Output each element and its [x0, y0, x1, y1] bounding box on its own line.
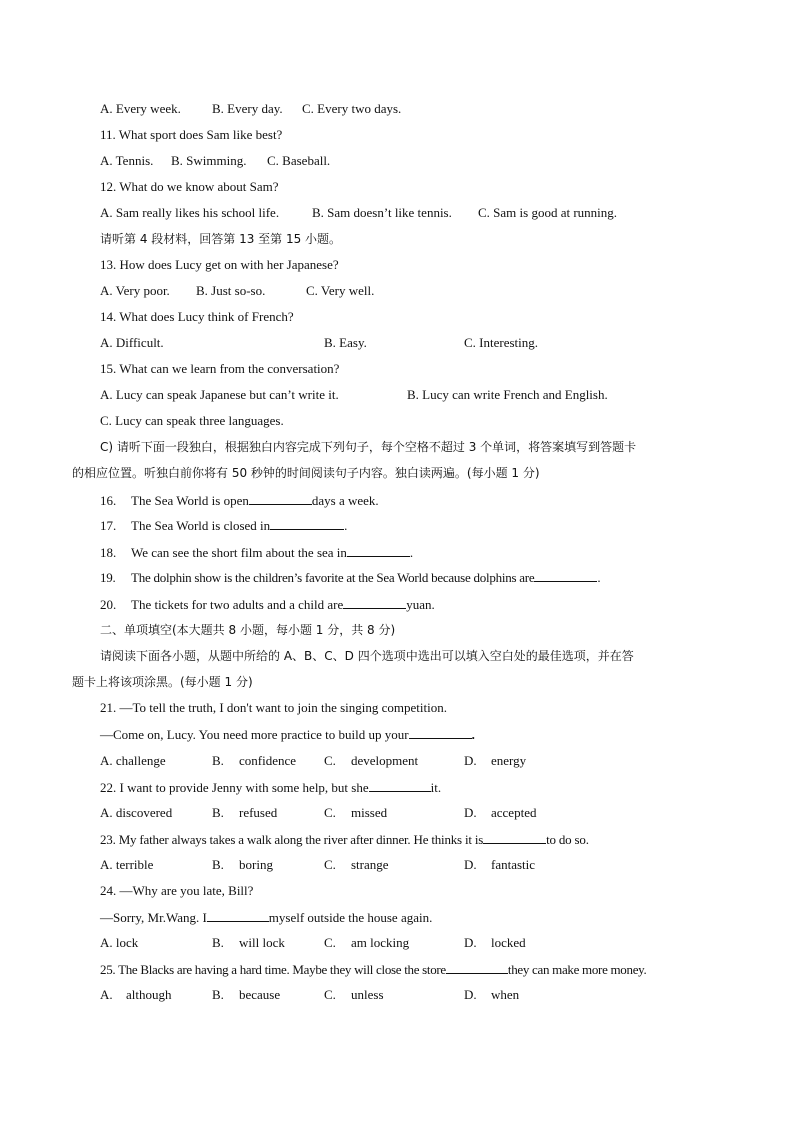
q23-option-b-text: boring [239, 857, 273, 872]
fill-number: 16. [100, 493, 117, 508]
q21-option-c-text: development [351, 753, 419, 768]
q22-option-c-text: missed [351, 805, 388, 820]
q25-option-a-text: although [126, 987, 172, 1002]
q23-option-d-letter: D. [464, 857, 477, 872]
answer-blank[interactable] [207, 909, 269, 922]
q22-option-c-letter: C. [324, 805, 336, 820]
fill-text-before: The tickets for two adults and a child are [131, 597, 344, 612]
fill-text-before: We can see the short film about the sea in [131, 545, 347, 560]
q25-stem [100, 961, 646, 978]
q10-option-b: B. Every day. [212, 101, 283, 116]
q22-stem [100, 779, 441, 796]
q22-option-d-letter: D. [464, 805, 477, 820]
answer-blank[interactable] [249, 492, 312, 505]
q13-option-b: B. Just so-so. [196, 283, 266, 298]
answer-blank[interactable] [446, 961, 508, 974]
q25-option-c-letter: C. [324, 987, 336, 1002]
q22-stem-end: it. [430, 780, 442, 795]
fill-text-before: The Sea World is closed in [131, 518, 271, 533]
q15-option-b: B. Lucy can write French and English. [407, 387, 608, 402]
q14-option-c: C. Interesting. [464, 335, 539, 350]
q24-option-a: A. lock [100, 935, 139, 950]
q12-option-c: C. Sam is good at running. [478, 205, 618, 220]
q21-reply [100, 726, 475, 743]
fill-text-before: The Sea World is open [131, 493, 249, 508]
q25-stem-text: 25. The Blacks are having a hard time. Maybe they will close the store [100, 962, 446, 977]
fill-number: 18. [100, 545, 117, 560]
fill-sentence [100, 544, 413, 561]
answer-blank[interactable] [534, 569, 597, 582]
q21-stem: 21. —To tell the truth, I don't want to join the singing competition. [100, 700, 447, 715]
fill-number: 19. [100, 570, 116, 585]
q22-option-b-text: refused [239, 805, 278, 820]
q21-option-d-letter: D. [464, 753, 477, 768]
q11-option-b: B. Swimming. [171, 153, 247, 168]
q23-stem-end: to do so. [546, 832, 589, 847]
q25-option-d-letter: D. [464, 987, 477, 1002]
q21-option-a: A. challenge [100, 753, 166, 768]
q14-option-b: B. Easy. [324, 335, 367, 350]
q12-option-b: B. Sam doesn’t like tennis. [312, 205, 452, 220]
answer-blank[interactable] [369, 779, 431, 792]
q14-option-a: A. Difficult. [100, 335, 164, 350]
q23-option-c-text: strange [351, 857, 389, 872]
q23-option-d-text: fantastic [491, 857, 536, 872]
fill-text-after: yuan. [406, 597, 435, 612]
q23-stem-text: 23. My father always takes a walk along the river after dinner. He thinks it is [100, 832, 484, 847]
fill-sentence [100, 492, 379, 509]
q25-option-b-letter: B. [212, 987, 224, 1002]
q10-option-c: C. Every two days. [302, 101, 402, 116]
q24-reply-text: —Sorry, Mr.Wang. I [100, 910, 207, 925]
q15-option-a: A. Lucy can speak Japanese but can’t write it. [100, 387, 339, 402]
q21-reply-text: —Come on, Lucy. You need more practice to build up your [100, 727, 409, 742]
answer-blank[interactable] [347, 544, 410, 557]
part2-instruction-line2: 题卡上将该项涂黑。(每小题 1 分) [72, 675, 253, 689]
q23-option-a: A. terrible [100, 857, 154, 872]
q25-option-a-letter: A. [100, 987, 113, 1002]
q21-reply-end: . [471, 727, 475, 742]
fill-text-after: . [344, 518, 348, 533]
q24-reply [100, 909, 432, 926]
fill-number: 17. [100, 518, 117, 533]
answer-blank[interactable] [343, 596, 406, 609]
q15-stem: 15. What can we learn from the conversation? [100, 361, 340, 376]
q12-option-a: A. Sam really likes his school life. [100, 205, 280, 220]
q22-option-d-text: accepted [491, 805, 537, 820]
q11-option-c: C. Baseball. [267, 153, 331, 168]
fill-number: 20. [100, 597, 117, 612]
part2-instruction-line1: 请阅读下面各小题，从题中所给的 A、B、C、D 四个选项中选出可以填入空白处的最佳选项，并在答 [100, 649, 634, 663]
q25-option-d-text: when [491, 987, 520, 1002]
q25-stem-end: they can make more money. [507, 962, 647, 977]
partc-instruction-line1: C) 请听下面一段独白，根据独白内容完成下列句子，每个空格不超过 3 个单词，将答案填写到答题卡 [100, 440, 637, 454]
q23-option-c-letter: C. [324, 857, 336, 872]
q10-option-a: A. Every week. [100, 101, 181, 116]
q13-stem: 13. How does Lucy get on with her Japanese? [100, 257, 339, 272]
answer-blank[interactable] [483, 831, 546, 844]
part2-title: 二、单项填空(本大题共 8 小题，每小题 1 分，共 8 分) [100, 623, 396, 637]
q24-option-c-text: am locking [351, 935, 410, 950]
fill-text-after: . [409, 545, 414, 560]
q24-stem: 24. —Why are you late, Bill? [100, 883, 254, 898]
fill-sentence [100, 517, 347, 534]
q14-stem: 14. What does Lucy think of French? [100, 309, 294, 324]
q25-option-b-text: because [239, 987, 281, 1002]
fill-text-before: The dolphin show is the children’s favorite at the Sea World because dolphins are [131, 570, 535, 585]
q22-option-a: A. discovered [100, 805, 173, 820]
answer-blank[interactable] [270, 517, 344, 530]
q24-option-d-letter: D. [464, 935, 477, 950]
q21-option-c-letter: C. [324, 753, 336, 768]
q23-stem [100, 831, 589, 848]
q25-option-c-text: unless [351, 987, 384, 1002]
fill-text-after: . [597, 570, 601, 585]
section4-instruction: 请听第 4 段材料，回答第 13 至第 15 小题。 [100, 232, 342, 246]
q24-option-b-text: will lock [239, 935, 285, 950]
fill-text-after: days a week. [311, 493, 379, 508]
q22-stem-text: 22. I want to provide Jenny with some help, but she [100, 780, 369, 795]
q11-stem: 11. What sport does Sam like best? [100, 127, 283, 142]
fill-sentence [100, 596, 435, 613]
fill-sentence [100, 569, 600, 586]
q21-option-d-text: energy [491, 753, 527, 768]
q12-stem: 12. What do we know about Sam? [100, 179, 279, 194]
q22-option-b-letter: B. [212, 805, 224, 820]
q24-option-b-letter: B. [212, 935, 224, 950]
q24-option-d-text: locked [491, 935, 526, 950]
q21-option-b-letter: B. [212, 753, 224, 768]
q21-option-b-text: confidence [239, 753, 297, 768]
q24-option-c-letter: C. [324, 935, 336, 950]
q13-option-c: C. Very well. [306, 283, 375, 298]
q15-option-c: C. Lucy can speak three languages. [100, 413, 284, 428]
q23-option-b-letter: B. [212, 857, 224, 872]
q24-reply-end: myself outside the house again. [268, 910, 433, 925]
q13-option-a: A. Very poor. [100, 283, 170, 298]
answer-blank[interactable] [409, 726, 472, 739]
partc-instruction-line2: 的相应位置。听独白前你将有 50 秒钟的时间阅读句子内容。独白读两遍。(每小题 1 分) [72, 466, 540, 480]
q11-option-a: A. Tennis. [100, 153, 154, 168]
